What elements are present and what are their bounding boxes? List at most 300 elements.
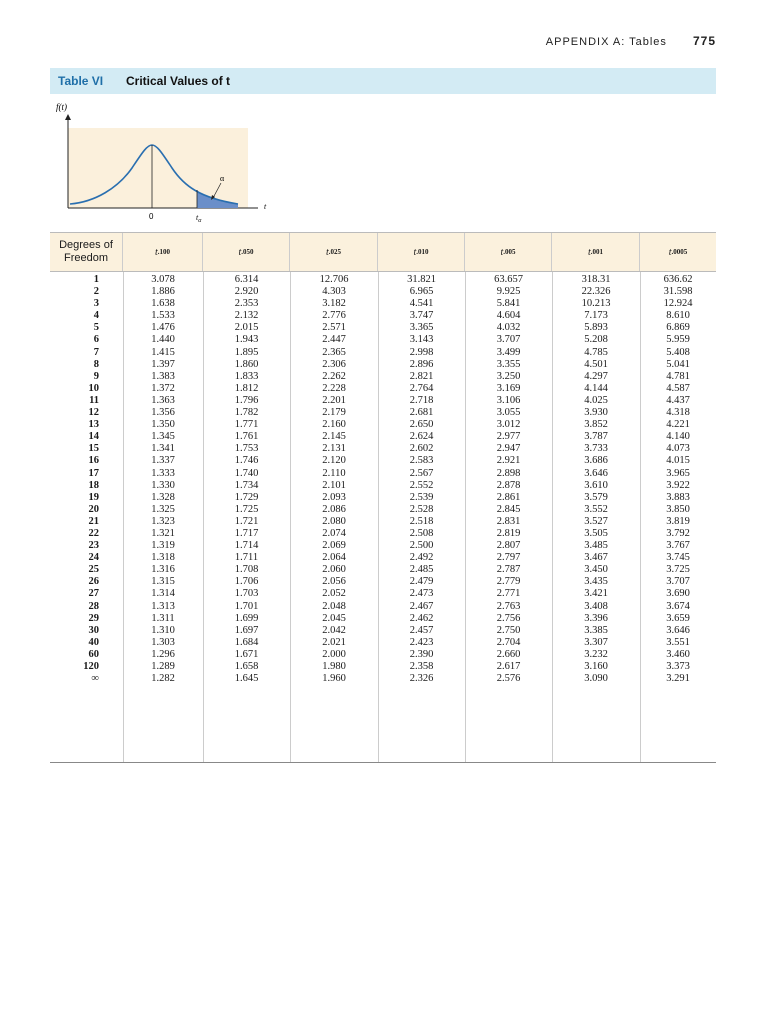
critical-value-cell: 2.819 <box>496 527 521 539</box>
critical-value-cell: 1.533 <box>151 310 175 322</box>
column-header-subscript: .005 <box>503 248 516 256</box>
critical-value-cell: 3.307 <box>584 636 608 648</box>
critical-value-cell: 2.583 <box>409 455 434 467</box>
zero-label: 0 <box>149 212 154 221</box>
critical-value-cell: 1.345 <box>151 431 175 443</box>
table-row <box>50 383 716 395</box>
column-header-symbol: t <box>668 246 672 258</box>
running-head-text: APPENDIX A: Tables <box>545 36 667 48</box>
column-header-subscript: .100 <box>157 248 171 256</box>
critical-value-cell: 2.479 <box>409 576 434 588</box>
critical-value-cell: 2.086 <box>322 503 346 515</box>
critical-value-cell: 1.356 <box>151 407 175 419</box>
table-row <box>50 552 716 564</box>
table-row <box>50 431 716 443</box>
critical-value-cell: 2.080 <box>322 515 346 527</box>
critical-value-cell: 1.328 <box>151 491 175 503</box>
degrees-of-freedom-cell: 11 <box>89 394 99 406</box>
critical-value-cell: 2.358 <box>409 661 434 672</box>
critical-value-cell: 2.069 <box>322 540 346 552</box>
critical-value-cell: 2.052 <box>322 588 346 600</box>
table-row <box>50 504 716 516</box>
critical-value-cell: 2.179 <box>322 407 346 419</box>
critical-value-cell: 1.721 <box>234 515 259 527</box>
critical-value-cell: 1.943 <box>234 334 259 346</box>
table-row <box>50 298 716 310</box>
critical-value-cell: 8.610 <box>666 310 690 322</box>
critical-value-cell: 3.460 <box>666 648 690 660</box>
critical-value-cell: 2.624 <box>409 431 434 443</box>
table-row <box>50 310 716 322</box>
critical-value-cell: 2.518 <box>409 515 434 527</box>
critical-value-cell: 1.311 <box>151 612 175 624</box>
critical-value-cell: 1.318 <box>151 552 175 564</box>
critical-value-cell: 1.746 <box>234 455 259 467</box>
column-header-symbol: t <box>238 246 242 258</box>
critical-value-cell: 2.552 <box>409 479 434 491</box>
table-row <box>50 613 716 625</box>
critical-value-cell: 2.048 <box>322 600 346 612</box>
table-number: Table VI <box>58 74 104 88</box>
critical-value-cell: 1.314 <box>151 588 175 600</box>
critical-value-cell: 2.681 <box>409 407 434 419</box>
critical-value-cell: 1.701 <box>234 600 259 612</box>
critical-value-cell: 2.093 <box>322 491 346 503</box>
critical-value-cell: 4.501 <box>584 358 608 370</box>
degrees-of-freedom-cell: 3 <box>93 298 99 310</box>
critical-value-cell: 3.745 <box>666 552 690 564</box>
degrees-of-freedom-cell: 26 <box>88 576 99 588</box>
table-row <box>50 637 716 649</box>
critical-value-cell: 1.303 <box>151 636 175 648</box>
critical-value-cell: 2.000 <box>322 648 346 660</box>
critical-value-cell: 4.032 <box>496 322 521 334</box>
critical-value-cell: 1.323 <box>151 515 175 527</box>
critical-value-cell: 1.337 <box>151 455 175 467</box>
critical-value-cell: 2.602 <box>409 443 434 455</box>
critical-value-cell: 2.500 <box>409 540 434 552</box>
critical-value-cell: 2.779 <box>496 576 521 588</box>
column-header-symbol: t <box>500 246 504 258</box>
critical-value-cell: 3.505 <box>584 527 608 539</box>
critical-value-cell: 5.208 <box>584 334 608 346</box>
critical-value-cell: 3.421 <box>584 588 608 600</box>
critical-value-cell: 3.467 <box>584 552 608 564</box>
degrees-of-freedom-cell: 13 <box>88 419 99 431</box>
critical-value-cell: 3.883 <box>666 491 690 503</box>
table-row <box>50 347 716 359</box>
critical-value-cell: 31.598 <box>663 286 693 298</box>
critical-value-cell: 1.771 <box>234 419 259 431</box>
critical-value-cell: 2.776 <box>322 310 346 322</box>
critical-value-cell: 2.045 <box>322 612 346 624</box>
critical-value-cell: 4.785 <box>584 346 608 358</box>
table-row <box>50 673 716 685</box>
critical-value-cell: 636.62 <box>663 274 693 285</box>
table-row <box>50 286 716 298</box>
degrees-of-freedom-cell: 5 <box>93 322 99 334</box>
critical-value-cell: 2.485 <box>409 564 434 576</box>
degrees-of-freedom-cell: 22 <box>88 527 99 539</box>
table-row <box>50 395 716 407</box>
critical-value-cell: 2.878 <box>496 479 521 491</box>
column-header-subscript: .0005 <box>671 248 688 256</box>
page-number: 775 <box>692 34 716 48</box>
critical-value-cell: 4.073 <box>666 443 690 455</box>
degrees-of-freedom-cell: 28 <box>88 600 99 612</box>
critical-value-cell: 63.657 <box>494 274 523 285</box>
critical-value-cell: 1.645 <box>234 673 259 685</box>
table-row <box>50 274 716 286</box>
column-header-subscript: .050 <box>241 248 254 256</box>
table-row <box>50 443 716 455</box>
critical-value-cell: 3.012 <box>496 419 521 431</box>
critical-value-cell: 4.541 <box>409 298 434 310</box>
critical-value-cell: 5.893 <box>584 322 608 334</box>
critical-value-cell: 2.571 <box>322 322 346 334</box>
critical-value-cell: 2.064 <box>322 552 346 564</box>
table-row <box>50 661 716 673</box>
y-axis-label: f(t) <box>56 102 67 112</box>
degrees-of-freedom-cell: ∞ <box>91 673 99 685</box>
degrees-of-freedom-cell: 40 <box>88 636 99 648</box>
degrees-of-freedom-cell: 2 <box>93 286 99 298</box>
table-row <box>50 407 716 419</box>
critical-value-cell: 1.708 <box>234 564 259 576</box>
critical-value-cell: 1.319 <box>151 540 175 552</box>
critical-value-cell: 3.852 <box>584 419 608 431</box>
critical-value-cell: 3.674 <box>666 600 690 612</box>
critical-value-cell: 3.160 <box>584 661 608 672</box>
critical-value-cell: 1.383 <box>151 370 175 382</box>
degrees-of-freedom-cell: 17 <box>88 467 99 479</box>
table-row <box>50 576 716 588</box>
critical-value-cell: 5.841 <box>496 298 521 310</box>
critical-value-cell: 3.291 <box>666 673 690 685</box>
critical-value-cell: 4.604 <box>496 310 521 322</box>
critical-value-cell: 3.747 <box>409 310 434 322</box>
critical-value-cell: 2.042 <box>322 624 346 636</box>
critical-value-cell: 4.781 <box>666 370 690 382</box>
critical-value-cell: 2.473 <box>409 588 434 600</box>
critical-value-cell: 12.924 <box>663 298 693 310</box>
critical-value-cell: 3.707 <box>666 576 690 588</box>
critical-value-cell: 2.771 <box>496 588 521 600</box>
critical-value-cell: 2.797 <box>496 552 521 564</box>
critical-value-cell: 3.551 <box>666 636 690 648</box>
critical-value-cell: 2.787 <box>496 564 521 576</box>
table-row <box>50 601 716 613</box>
critical-value-cell: 4.025 <box>584 394 608 406</box>
table-title: Critical Values of t <box>126 74 231 88</box>
critical-value-cell: 2.861 <box>496 491 521 503</box>
critical-value-cell: 2.021 <box>322 636 346 648</box>
critical-value-cell: 3.733 <box>584 443 608 455</box>
degrees-of-freedom-cell: 12 <box>88 407 99 419</box>
critical-value-cell: 2.365 <box>322 346 346 358</box>
critical-value-cell: 1.341 <box>151 443 175 455</box>
critical-value-cell: 1.363 <box>151 394 175 406</box>
table-row <box>50 455 716 467</box>
df-header-line-1: Degrees of <box>59 239 113 251</box>
critical-value-cell: 2.074 <box>322 527 346 539</box>
critical-value-cell: 3.579 <box>584 491 608 503</box>
critical-value-cell: 1.440 <box>151 334 175 346</box>
critical-value-cell: 1.313 <box>151 600 175 612</box>
critical-value-cell: 2.467 <box>409 600 434 612</box>
t-alpha-label: $t_\alpha$ <box>196 213 202 224</box>
critical-value-cell: 4.297 <box>584 370 608 382</box>
critical-value-cell: 1.960 <box>322 673 346 685</box>
critical-value-cell: 1.714 <box>234 540 259 552</box>
critical-value-cell: 3.182 <box>322 298 346 310</box>
degrees-of-freedom-cell: 10 <box>88 382 99 394</box>
critical-value-cell: 3.090 <box>584 673 608 685</box>
critical-value-cell: 3.143 <box>409 334 434 346</box>
critical-value-cell: 2.704 <box>496 636 521 648</box>
table-title-bar <box>50 68 716 94</box>
table-row <box>50 649 716 661</box>
critical-value-cell: 1.711 <box>234 552 259 564</box>
critical-value-cell: 3.169 <box>496 382 521 394</box>
table-header <box>50 232 716 272</box>
critical-value-cell: 3.787 <box>584 431 608 443</box>
critical-value-cell: 10.213 <box>581 298 611 310</box>
critical-value-cell: 1.415 <box>151 346 175 358</box>
critical-value-cell: 1.753 <box>234 443 259 455</box>
critical-value-cell: 2.423 <box>409 636 434 648</box>
critical-value-cell: 3.499 <box>496 346 521 358</box>
table-row <box>50 492 716 504</box>
critical-value-cell: 2.831 <box>496 515 521 527</box>
critical-value-cell: 4.303 <box>322 286 346 298</box>
critical-value-cell: 3.686 <box>584 455 608 467</box>
critical-value-cell: 2.457 <box>409 624 434 636</box>
critical-value-cell: 1.671 <box>234 648 259 660</box>
critical-value-cell: 1.658 <box>234 661 259 672</box>
critical-value-cell: 2.977 <box>496 431 521 443</box>
degrees-of-freedom-cell: 16 <box>88 455 99 467</box>
critical-value-cell: 1.980 <box>322 661 346 672</box>
critical-value-cell: 1.350 <box>151 419 175 431</box>
critical-value-cell: 3.819 <box>666 515 690 527</box>
critical-value-cell: 318.31 <box>581 274 611 285</box>
degrees-of-freedom-cell: 6 <box>93 334 99 346</box>
critical-value-cell: 2.508 <box>409 527 434 539</box>
critical-value-cell: 1.397 <box>151 358 175 370</box>
critical-value-cell: 2.539 <box>409 491 434 503</box>
degrees-of-freedom-cell: 19 <box>88 491 99 503</box>
critical-value-cell: 1.325 <box>151 503 175 515</box>
table-row <box>50 359 716 371</box>
column-header-subscript: .025 <box>328 248 342 256</box>
degrees-of-freedom-cell: 1 <box>93 274 99 285</box>
degrees-of-freedom-cell: 30 <box>88 624 99 636</box>
y-axis-arrow <box>65 114 71 120</box>
critical-value-cell: 5.408 <box>666 346 690 358</box>
critical-value-cell: 1.703 <box>234 588 259 600</box>
critical-value-cell: 1.699 <box>234 612 259 624</box>
critical-value-cell: 1.316 <box>151 564 175 576</box>
critical-value-cell: 1.296 <box>151 648 175 660</box>
critical-value-cell: 2.390 <box>409 648 434 660</box>
column-header-symbol: t <box>154 246 158 258</box>
critical-value-cell: 1.289 <box>151 661 175 672</box>
critical-value-cell: 1.330 <box>151 479 175 491</box>
table-row <box>50 371 716 383</box>
critical-value-cell: 1.706 <box>234 576 259 588</box>
critical-value-cell: 2.201 <box>322 394 346 406</box>
critical-value-cell: 3.965 <box>666 467 690 479</box>
critical-value-cell: 1.729 <box>234 491 259 503</box>
critical-value-cell: 3.930 <box>584 407 608 419</box>
critical-value-cell: 3.250 <box>496 370 521 382</box>
degrees-of-freedom-cell: 60 <box>88 648 99 660</box>
critical-value-cell: 9.925 <box>496 286 521 298</box>
critical-value-cell: 1.310 <box>151 624 175 636</box>
critical-value-cell: 4.140 <box>666 431 690 443</box>
critical-value-cell: 2.896 <box>409 358 434 370</box>
critical-value-cell: 3.450 <box>584 564 608 576</box>
column-header-t005 <box>465 233 552 271</box>
critical-value-cell: 1.372 <box>151 382 175 394</box>
column-header-t001 <box>552 233 640 271</box>
critical-value-cell: 2.015 <box>234 322 259 334</box>
degrees-of-freedom-cell: 23 <box>88 540 99 552</box>
column-header-symbol: t <box>587 246 591 258</box>
table-row <box>50 322 716 334</box>
critical-value-cell: 1.725 <box>234 503 259 515</box>
critical-value-cell: 2.120 <box>322 455 346 467</box>
critical-value-cell: 1.886 <box>151 286 175 298</box>
column-header-t100 <box>123 233 203 271</box>
table-row <box>50 334 716 346</box>
critical-value-cell: 4.437 <box>666 394 690 406</box>
alpha-label: α <box>220 174 225 183</box>
critical-value-cell: 2.060 <box>322 564 346 576</box>
critical-value-cell: 4.221 <box>666 419 690 431</box>
critical-value-cell: 4.318 <box>666 407 690 419</box>
critical-value-cell: 5.041 <box>666 358 690 370</box>
critical-value-cell: 1.697 <box>234 624 259 636</box>
critical-value-cell: 2.110 <box>322 467 346 479</box>
critical-value-cell: 2.132 <box>234 310 259 322</box>
df-header-line-2: Freedom <box>63 252 109 264</box>
critical-value-cell: 2.101 <box>322 479 346 491</box>
critical-value-cell: 3.408 <box>584 600 608 612</box>
critical-value-cell: 6.869 <box>666 322 690 334</box>
critical-value-cell: 2.462 <box>409 612 434 624</box>
column-header-symbol: t <box>325 246 329 258</box>
critical-value-cell: 2.056 <box>322 576 346 588</box>
table-row <box>50 516 716 528</box>
critical-value-cell: 1.860 <box>234 358 259 370</box>
critical-values-table <box>50 272 716 763</box>
df-header <box>50 233 123 271</box>
critical-value-cell: 1.476 <box>151 322 175 334</box>
critical-value-cell: 3.385 <box>584 624 608 636</box>
critical-value-cell: 3.527 <box>584 515 608 527</box>
critical-value-cell: 2.898 <box>496 467 521 479</box>
critical-value-cell: 2.750 <box>496 624 521 636</box>
critical-value-cell: 3.850 <box>666 503 690 515</box>
critical-value-cell: 3.106 <box>496 394 521 406</box>
table-row <box>50 588 716 600</box>
critical-value-cell: 3.435 <box>584 576 608 588</box>
critical-value-cell: 2.145 <box>322 431 346 443</box>
critical-value-cell: 2.764 <box>409 382 434 394</box>
critical-value-cell: 3.767 <box>666 540 690 552</box>
degrees-of-freedom-cell: 7 <box>93 346 99 358</box>
degrees-of-freedom-cell: 25 <box>88 564 99 576</box>
critical-value-cell: 4.144 <box>584 382 608 394</box>
table-row <box>50 625 716 637</box>
critical-value-cell: 3.646 <box>666 624 690 636</box>
critical-value-cell: 4.015 <box>666 455 690 467</box>
critical-value-cell: 3.485 <box>584 540 608 552</box>
critical-value-cell: 2.807 <box>496 540 521 552</box>
table-row <box>50 564 716 576</box>
degrees-of-freedom-cell: 27 <box>88 588 99 600</box>
column-header-symbol: t <box>413 246 417 258</box>
critical-value-cell: 1.333 <box>151 467 175 479</box>
running-head <box>0 34 716 48</box>
critical-value-cell: 22.326 <box>581 286 611 298</box>
critical-value-cell: 2.947 <box>496 443 521 455</box>
critical-value-cell: 2.306 <box>322 358 346 370</box>
critical-value-cell: 3.232 <box>584 648 608 660</box>
critical-value-cell: 3.373 <box>666 661 690 672</box>
critical-value-cell: 2.228 <box>322 382 346 394</box>
critical-value-cell: 1.812 <box>234 382 259 394</box>
critical-value-cell: 2.492 <box>409 552 434 564</box>
critical-value-cell: 1.796 <box>234 394 259 406</box>
critical-value-cell: 2.160 <box>322 419 346 431</box>
critical-value-cell: 4.587 <box>666 382 690 394</box>
critical-value-cell: 2.567 <box>409 467 434 479</box>
critical-value-cell: 2.921 <box>496 455 521 467</box>
critical-value-cell: 1.833 <box>234 370 259 382</box>
critical-value-cell: 3.646 <box>584 467 608 479</box>
column-header-subscript: .001 <box>590 248 604 256</box>
x-axis-label: t <box>264 202 267 211</box>
critical-value-cell: 3.659 <box>666 612 690 624</box>
critical-value-cell: 2.845 <box>496 503 521 515</box>
critical-value-cell: 2.660 <box>496 648 521 660</box>
critical-value-cell: 3.690 <box>666 588 690 600</box>
critical-value-cell: 3.055 <box>496 407 521 419</box>
column-header-subscript: .010 <box>416 248 429 256</box>
table-row <box>50 419 716 431</box>
critical-value-cell: 1.638 <box>151 298 175 310</box>
degrees-of-freedom-cell: 15 <box>88 443 99 455</box>
critical-value-cell: 2.920 <box>234 286 259 298</box>
critical-value-cell: 3.365 <box>409 322 434 334</box>
degrees-of-freedom-cell: 14 <box>88 431 99 443</box>
critical-value-cell: 2.326 <box>409 673 434 685</box>
critical-value-cell: 2.756 <box>496 612 521 624</box>
critical-value-cell: 1.315 <box>151 576 175 588</box>
critical-value-cell: 3.396 <box>584 612 608 624</box>
critical-value-cell: 2.718 <box>409 394 434 406</box>
table-row <box>50 540 716 552</box>
figure-background <box>68 128 248 208</box>
critical-value-cell: 2.617 <box>496 661 521 672</box>
degrees-of-freedom-cell: 20 <box>88 503 99 515</box>
critical-value-cell: 3.552 <box>584 503 608 515</box>
critical-value-cell: 1.740 <box>234 467 259 479</box>
critical-value-cell: 2.262 <box>322 370 346 382</box>
